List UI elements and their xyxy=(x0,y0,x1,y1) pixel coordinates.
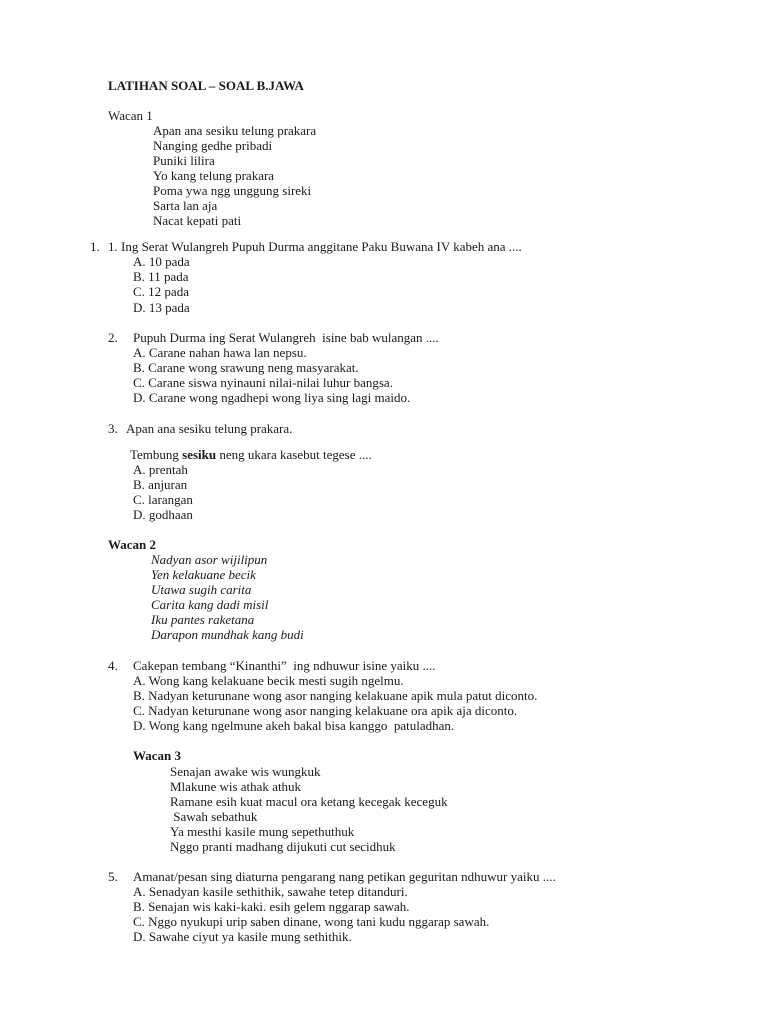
page-title: LATIHAN SOAL – SOAL B.JAWA xyxy=(108,78,304,93)
wacan1-line: Sarta lan aja xyxy=(153,198,218,213)
question-5-option-c: C. Nggo nyukupi urip saben dinane, wong tani kudu nggarap sawah. xyxy=(133,914,490,929)
wacan3-line: Ya mesthi kasile mung sepethuthuk xyxy=(170,824,355,839)
wacan1-line: Nanging gedhe pribadi xyxy=(153,138,273,153)
question-2-option-c: C. Carane siswa nyinauni nilai-nilai luhur bangsa. xyxy=(133,375,393,390)
question-1-text: 1. Ing Serat Wulangreh Pupuh Durma anggitane Paku Buwana IV kabeh ana .... xyxy=(108,239,522,254)
wacan3-label: Wacan 3 xyxy=(133,748,182,763)
question-4-text: Cakepan tembang “Kinanthi” ing ndhuwur isine yaiku .... xyxy=(133,658,436,673)
wacan2-line: Carita kang dadi misil xyxy=(151,597,269,612)
question-5-number: 5. xyxy=(108,869,118,884)
wacan1-line: Poma ywa ngg unggung sireki xyxy=(153,183,312,198)
question-3-option-a: A. prentah xyxy=(133,462,188,477)
question-4-option-d: D. Wong kang ngelmune akeh bakal bisa kanggo patuladhan. xyxy=(133,718,455,733)
wacan1-line: Puniki lilira xyxy=(153,153,215,168)
question-3-text: Apan ana sesiku telung prakara. xyxy=(126,421,293,436)
wacan2-line: Nadyan asor wijilipun xyxy=(151,552,268,567)
wacan3-line: Nggo pranti madhang dijukuti cut secidhuk xyxy=(170,839,396,854)
question-5-option-a: A. Senadyan kasile sethithik, sawahe tetep ditanduri. xyxy=(133,884,408,899)
question-4-option-c: C. Nadyan keturunane wong asor nanging kelakuane ora apik aja diconto. xyxy=(133,703,518,718)
question-1-option-c: C. 12 pada xyxy=(133,284,189,299)
wacan3-line: Senajan awake wis wungkuk xyxy=(170,764,321,779)
wacan2-line: Darapon mundhak kang budi xyxy=(151,627,304,642)
question-5-text: Amanat/pesan sing diaturna pengarang nang petikan geguritan ndhuwur yaiku .... xyxy=(133,869,556,884)
question-3-sub-after: neng ukara kasebut tegese .... xyxy=(216,447,372,462)
question-3-keyword: sesiku xyxy=(182,447,217,462)
question-1-number: 1. xyxy=(90,239,100,254)
question-3-sub-before: Tembung xyxy=(130,447,183,462)
question-3-option-c: C. larangan xyxy=(133,492,193,507)
question-5-option-d: D. Sawahe ciyut ya kasile mung sethithik. xyxy=(133,929,352,944)
question-5-option-b: B. Senajan wis kaki-kaki. esih gelem nggarap sawah. xyxy=(133,899,410,914)
question-2-option-d: D. Carane wong ngadhepi wong liya sing lagi maido. xyxy=(133,390,411,405)
question-1-option-b: B. 11 pada xyxy=(133,269,189,284)
wacan3-line: Mlakune wis athak athuk xyxy=(170,779,302,794)
question-2-text: Pupuh Durma ing Serat Wulangreh isine bab wulangan .... xyxy=(133,330,439,345)
question-4-option-a: A. Wong kang kelakuane becik mesti sugih ngelmu. xyxy=(133,673,404,688)
question-3-subquestion xyxy=(130,447,372,462)
question-3-option-b: B. anjuran xyxy=(133,477,188,492)
question-4-number: 4. xyxy=(108,658,118,673)
wacan2-label: Wacan 2 xyxy=(108,537,157,552)
wacan2-line: Yen kelakuane becik xyxy=(151,567,256,582)
question-2-option-a: A. Carane nahan hawa lan nepsu. xyxy=(133,345,307,360)
question-3-option-d: D. godhaan xyxy=(133,507,193,522)
wacan2-line: Iku pantes raketana xyxy=(151,612,255,627)
question-1-option-d: D. 13 pada xyxy=(133,300,190,315)
question-2-number: 2. xyxy=(108,330,118,345)
wacan1-line: Nacat kepati pati xyxy=(153,213,242,228)
wacan3-line: Sawah sebathuk xyxy=(170,809,258,824)
wacan1-line: Yo kang telung prakara xyxy=(153,168,275,183)
wacan2-line: Utawa sugih carita xyxy=(151,582,252,597)
question-1-option-a: A. 10 pada xyxy=(133,254,190,269)
question-2-option-b: B. Carane wong srawung neng masyarakat. xyxy=(133,360,359,375)
wacan1-label: Wacan 1 xyxy=(108,108,153,123)
question-4-option-b: B. Nadyan keturunane wong asor nanging kelakuane apik mula patut diconto. xyxy=(133,688,538,703)
question-3-number: 3. xyxy=(108,421,118,436)
wacan3-line: Ramane esih kuat macul ora ketang kecegak keceguk xyxy=(170,794,448,809)
wacan1-line: Apan ana sesiku telung prakara xyxy=(153,123,317,138)
